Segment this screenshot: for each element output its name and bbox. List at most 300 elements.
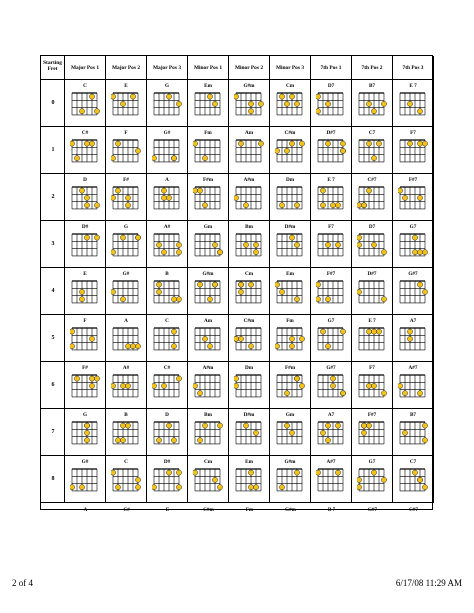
chord-cell: [229, 456, 270, 503]
chord-cell: [270, 221, 311, 268]
chord-cell: [311, 456, 352, 503]
chord-cell: [393, 409, 434, 456]
finger-dot: [258, 141, 263, 146]
finger-dot: [84, 141, 89, 146]
chord-cell: [311, 315, 352, 362]
chord-diagram: [275, 279, 306, 305]
finger-dot: [279, 94, 284, 99]
finger-dot: [284, 423, 289, 428]
finger-dot: [422, 250, 427, 255]
chord-name: A#m: [243, 177, 255, 183]
chord-diagram: [357, 185, 388, 211]
finger-dot: [166, 94, 171, 99]
finger-dot: [279, 485, 284, 490]
chord-name: F#7: [367, 412, 377, 418]
finger-dot: [412, 470, 417, 475]
chord-name: G#m: [243, 83, 255, 89]
finger-dot: [207, 344, 212, 349]
chord-name: Am: [203, 318, 213, 324]
finger-dot: [212, 101, 217, 106]
finger-dot: [248, 485, 253, 490]
finger-dot: [238, 141, 243, 146]
finger-dot: [238, 282, 243, 287]
chord-diagram: [275, 467, 306, 493]
chord-cell: [147, 362, 188, 409]
chord-cell: [147, 409, 188, 456]
finger-dot: [422, 423, 427, 428]
finger-dot: [171, 156, 176, 161]
finger-dot: [284, 391, 289, 396]
finger-dot: [84, 423, 89, 428]
chord-diagram: [398, 279, 429, 305]
finger-dot: [111, 195, 116, 200]
chord-cell: [270, 315, 311, 362]
finger-dot: [275, 344, 280, 349]
finger-dot: [202, 423, 207, 428]
chord-cell: [270, 409, 311, 456]
finger-dot: [156, 242, 161, 247]
print-datetime: 6/17/08 11:29 AM: [395, 578, 462, 588]
finger-dot: [161, 383, 166, 388]
chord-cell: [352, 409, 393, 456]
finger-dot: [289, 235, 294, 240]
finger-dot: [330, 203, 335, 208]
chord-name: G#m: [202, 271, 214, 277]
finger-dot: [111, 470, 116, 475]
chord-name: C#7: [367, 177, 377, 183]
fret-number: 0: [51, 100, 55, 106]
chord-name: B7: [368, 83, 376, 89]
finger-dot: [89, 336, 94, 341]
chord-diagram: [152, 420, 183, 446]
chord-name: D#: [81, 224, 89, 230]
chord-cell: [229, 268, 270, 315]
bottom-chord-name: B 7: [327, 507, 336, 513]
finger-dot: [320, 329, 325, 334]
chord-cell: [188, 268, 229, 315]
finger-dot: [294, 470, 299, 475]
finger-dot: [417, 282, 422, 287]
chord-diagram: [152, 326, 183, 352]
finger-dot: [417, 195, 422, 200]
chord-diagram: [234, 232, 265, 258]
finger-dot: [171, 329, 176, 334]
finger-dot: [217, 423, 222, 428]
chord-name: E: [83, 271, 87, 277]
chord-diagram: [152, 91, 183, 117]
finger-dot: [193, 141, 198, 146]
chord-diagram: [275, 420, 306, 446]
finger-dot: [316, 109, 321, 114]
finger-dot: [171, 297, 176, 302]
chord-cell: [393, 80, 434, 127]
finger-dot: [111, 289, 116, 294]
chord-diagram: [398, 467, 429, 493]
finger-dot: [340, 391, 345, 396]
finger-dot: [357, 235, 362, 240]
chord-cell: [147, 456, 188, 503]
finger-dot: [111, 383, 116, 388]
finger-dot: [120, 101, 125, 106]
chord-name: D#7: [367, 271, 377, 277]
finger-dot: [357, 289, 362, 294]
finger-dot: [325, 101, 330, 106]
finger-dot: [407, 336, 412, 341]
finger-dot: [376, 141, 381, 146]
finger-dot: [335, 242, 340, 247]
chord-diagram: [152, 467, 183, 493]
finger-dot: [111, 250, 116, 255]
finger-dot: [89, 94, 94, 99]
finger-dot: [357, 485, 362, 490]
finger-dot: [212, 282, 217, 287]
finger-dot: [248, 109, 253, 114]
chord-name: D7: [327, 83, 335, 89]
chord-cell: [352, 315, 393, 362]
finger-dot: [279, 289, 284, 294]
chord-name: Cm: [203, 459, 213, 465]
chord-name: G#: [81, 459, 89, 465]
chord-diagram: [357, 467, 388, 493]
finger-dot: [299, 336, 304, 341]
chord-diagram: [193, 467, 224, 493]
finger-dot: [316, 470, 321, 475]
chord-diagram: [234, 420, 265, 446]
finger-dot: [366, 101, 371, 106]
chord-cell: [106, 362, 147, 409]
chord-cell: [229, 221, 270, 268]
chord-name: F7: [410, 130, 416, 136]
finger-dot: [248, 470, 253, 475]
chord-name: F#7: [408, 177, 418, 183]
fret-number: 7: [51, 429, 55, 435]
finger-dot: [275, 282, 280, 287]
chord-cell: [270, 362, 311, 409]
chord-name: F#: [82, 365, 88, 371]
finger-dot: [402, 195, 407, 200]
finger-dot: [193, 470, 198, 475]
chord-diagram: [234, 91, 265, 117]
chord-name: F#m: [202, 177, 214, 183]
finger-dot: [238, 336, 243, 341]
finger-dot: [381, 101, 386, 106]
finger-dot: [340, 148, 345, 153]
chord-diagram: [398, 420, 429, 446]
finger-dot: [94, 235, 99, 240]
chord-name: Fm: [204, 130, 212, 136]
finger-dot: [176, 376, 181, 381]
finger-dot: [371, 470, 376, 475]
column-header: Minor Pos 1: [188, 56, 229, 80]
chord-diagram: [111, 185, 142, 211]
chord-name: G: [123, 224, 129, 230]
finger-dot: [320, 430, 325, 435]
finger-dot: [289, 430, 294, 435]
finger-dot: [316, 297, 321, 302]
finger-dot: [253, 250, 258, 255]
finger-dot: [289, 94, 294, 99]
chord-diagram: [316, 373, 347, 399]
finger-dot: [176, 101, 181, 106]
finger-dot: [79, 188, 84, 193]
finger-dot: [371, 383, 376, 388]
chord-cell: [393, 221, 434, 268]
chord-cell: [65, 221, 106, 268]
chord-name: D#: [163, 459, 171, 465]
chord-cell: [229, 315, 270, 362]
chord-cell: [311, 221, 352, 268]
chord-diagram: [70, 420, 101, 446]
chord-diagram: [70, 373, 101, 399]
chord-cell: [393, 127, 434, 174]
chord-cell: [65, 456, 106, 503]
finger-dot: [79, 109, 84, 114]
finger-dot: [176, 242, 181, 247]
finger-dot: [212, 477, 217, 482]
chord-name: C: [165, 318, 169, 324]
chord-cell: [229, 80, 270, 127]
finger-dot: [130, 344, 135, 349]
finger-dot: [407, 329, 412, 334]
finger-dot: [197, 438, 202, 443]
chord-diagram: [234, 326, 265, 352]
column-header: Major Pos 3: [147, 56, 188, 80]
finger-dot: [166, 195, 171, 200]
finger-dot: [361, 423, 366, 428]
finger-dot: [316, 282, 321, 287]
column-header: Minor Pos 2: [229, 56, 270, 80]
chord-name: B: [124, 412, 128, 418]
chord-name: Bm: [245, 224, 253, 230]
finger-dot: [234, 94, 239, 99]
chord-diagram: [111, 326, 142, 352]
finger-dot: [417, 109, 422, 114]
finger-dot: [422, 141, 427, 146]
chord-name: C: [124, 459, 128, 465]
fret-number: 6: [51, 382, 55, 388]
finger-dot: [299, 141, 304, 146]
chord-diagram: [70, 185, 101, 211]
finger-dot: [125, 423, 130, 428]
finger-dot: [193, 188, 198, 193]
chord-diagram: [234, 138, 265, 164]
finger-dot: [320, 188, 325, 193]
chord-name: E 7: [409, 83, 417, 89]
chord-cell: [352, 268, 393, 315]
finger-dot: [217, 250, 222, 255]
chord-name: Em: [245, 459, 253, 465]
chord-name: E: [124, 83, 128, 89]
finger-dot: [161, 195, 166, 200]
column-header: 7th Pos 3: [393, 56, 434, 80]
finger-dot: [340, 141, 345, 146]
finger-dot: [115, 141, 120, 146]
starting-fret-header: Starting Fret: [41, 56, 65, 80]
chord-diagram: [193, 185, 224, 211]
chord-cell: [147, 221, 188, 268]
column-header: Minor Pos 3: [270, 56, 311, 80]
chord-name: G: [82, 412, 88, 418]
finger-dot: [135, 148, 140, 153]
chord-name: G7: [409, 224, 417, 230]
chord-diagram: [193, 91, 224, 117]
chord-diagram: [70, 467, 101, 493]
finger-dot: [320, 203, 325, 208]
finger-dot: [402, 430, 407, 435]
finger-dot: [84, 430, 89, 435]
finger-dot: [412, 235, 417, 240]
chord-name: F7: [328, 224, 334, 230]
chord-cell: [393, 315, 434, 362]
chord-name: C#: [163, 365, 171, 371]
finger-dot: [120, 297, 125, 302]
chord-diagram: [398, 185, 429, 211]
finger-dot: [417, 250, 422, 255]
chord-diagram: [316, 467, 347, 493]
chord-diagram: [111, 420, 142, 446]
chord-name: F#m: [284, 365, 296, 371]
finger-dot: [125, 195, 130, 200]
finger-dot: [152, 383, 157, 388]
chord-name: F#: [123, 177, 129, 183]
chord-name: F: [124, 130, 128, 136]
chord-name: A7: [327, 412, 335, 418]
finger-dot: [371, 329, 376, 334]
finger-dot: [248, 344, 253, 349]
chord-diagram: [234, 279, 265, 305]
chord-diagram: [275, 185, 306, 211]
finger-dot: [171, 438, 176, 443]
chord-name: D#m: [284, 224, 296, 230]
chord-cell: [65, 315, 106, 362]
finger-dot: [197, 188, 202, 193]
finger-dot: [120, 383, 125, 388]
finger-dot: [120, 438, 125, 443]
bottom-chord-name: G#m: [285, 507, 296, 513]
finger-dot: [234, 336, 239, 341]
chord-name: G7: [327, 318, 335, 324]
chord-name: A: [124, 318, 128, 324]
finger-dot: [294, 203, 299, 208]
chord-diagram: [111, 232, 142, 258]
chord-name: A#7: [326, 459, 336, 465]
chord-name: Em: [286, 271, 294, 277]
chord-name: G7: [368, 459, 376, 465]
chord-cell: [352, 80, 393, 127]
finger-dot: [412, 250, 417, 255]
chord-cell: [147, 127, 188, 174]
chord-diagram: [357, 326, 388, 352]
finger-dot: [207, 94, 212, 99]
finger-dot: [152, 485, 157, 490]
finger-dot: [111, 94, 116, 99]
chord-cell: [106, 174, 147, 221]
chord-name: Gm: [285, 412, 295, 418]
chord-diagram: [275, 91, 306, 117]
chord-cell: [188, 127, 229, 174]
finger-dot: [330, 376, 335, 381]
fret-number: 8: [51, 476, 55, 482]
chord-cell: [65, 362, 106, 409]
chord-cell: [106, 456, 147, 503]
column-header: 7th Pos 1: [311, 56, 352, 80]
chord-diagram: [316, 232, 347, 258]
finger-dot: [212, 242, 217, 247]
fret-number: 5: [51, 335, 55, 341]
chord-cell: [311, 174, 352, 221]
chord-cell: [147, 80, 188, 127]
finger-dot: [258, 101, 263, 106]
finger-dot: [79, 485, 84, 490]
finger-dot: [176, 485, 181, 490]
chord-cell: [270, 456, 311, 503]
finger-dot: [407, 141, 412, 146]
finger-dot: [70, 485, 75, 490]
bottom-chord-name: Fm: [245, 507, 254, 513]
chord-diagram: [316, 185, 347, 211]
chord-name: A: [165, 177, 169, 183]
finger-dot: [115, 485, 120, 490]
finger-dot: [202, 336, 207, 341]
finger-dot: [316, 94, 321, 99]
finger-dot: [161, 250, 166, 255]
chord-name: A#7: [408, 365, 418, 371]
column-header: Major Pos 2: [106, 56, 147, 80]
chord-name: F: [83, 318, 87, 324]
finger-dot: [120, 235, 125, 240]
chord-diagram: [234, 185, 265, 211]
chord-diagram: [316, 279, 347, 305]
chord-diagram: [357, 373, 388, 399]
finger-dot: [135, 477, 140, 482]
chord-diagram: [152, 138, 183, 164]
finger-dot: [402, 391, 407, 396]
chord-cell: [147, 315, 188, 362]
chord-cell: [229, 127, 270, 174]
chord-name: C7: [409, 459, 417, 465]
finger-dot: [325, 242, 330, 247]
finger-dot: [84, 203, 89, 208]
chord-diagram: [357, 420, 388, 446]
chord-cell: [311, 80, 352, 127]
finger-dot: [130, 94, 135, 99]
chord-diagram: [70, 91, 101, 117]
chord-cell: [188, 315, 229, 362]
finger-dot: [253, 242, 258, 247]
finger-dot: [325, 438, 330, 443]
chord-diagram: [111, 138, 142, 164]
finger-dot: [238, 289, 243, 294]
finger-dot: [371, 156, 376, 161]
chord-name: G#7: [408, 271, 418, 277]
chord-cell: [65, 174, 106, 221]
chord-cell: [106, 268, 147, 315]
finger-dot: [243, 242, 248, 247]
chord-diagram: [111, 91, 142, 117]
finger-dot: [361, 430, 366, 435]
chord-cell: [188, 221, 229, 268]
finger-dot: [89, 141, 94, 146]
finger-dot: [376, 329, 381, 334]
chord-diagram: [316, 91, 347, 117]
chord-name: A7: [409, 318, 417, 324]
finger-dot: [275, 148, 280, 153]
finger-dot: [234, 383, 239, 388]
chord-diagram: [275, 232, 306, 258]
chord-name: E 7: [368, 318, 376, 324]
finger-dot: [94, 203, 99, 208]
finger-dot: [325, 297, 330, 302]
